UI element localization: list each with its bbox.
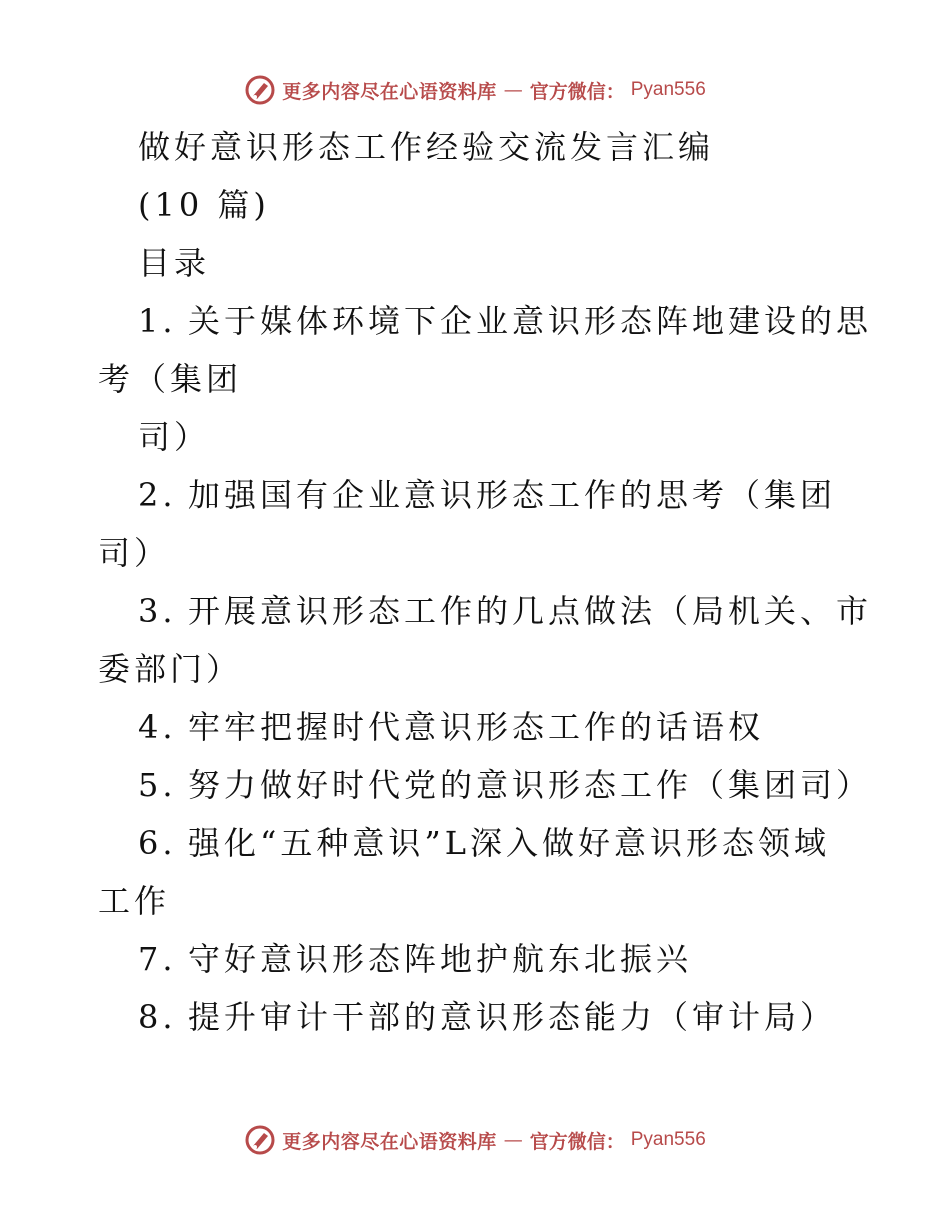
toc-item-title: 开展意识形态工作的几点做法（局机关、市 [188, 592, 873, 630]
toc-item-title: 强化“五种意识”L深入做好意识形态领域 [188, 824, 830, 862]
pen-nib-circle-icon [244, 1124, 276, 1156]
banner-wechat-id: Pyan556 [630, 1129, 706, 1150]
toc-item-title: 努力做好时代党的意识形态工作（集团司） [188, 766, 873, 804]
toc-item-number: 8. [138, 998, 177, 1036]
toc-item [98, 466, 858, 524]
toc-item-continuation: 考（集团 [98, 360, 243, 398]
banner-slogan: 更多内容尽在心语资料库 [282, 80, 497, 103]
document-body [98, 118, 873, 1046]
toc-item-title: 守好意识形态阵地护航东北振兴 [188, 940, 693, 978]
toc-item-number: 1. [138, 302, 177, 340]
toc-item-number: 4. [138, 708, 177, 746]
toc-item-number: 3. [138, 592, 177, 630]
toc-heading: 目录 [138, 244, 211, 282]
footer-banner [0, 1118, 950, 1162]
toc-item-continuation: 工作 [98, 882, 171, 920]
banner-content [244, 74, 706, 106]
toc-item [98, 988, 858, 1046]
banner-wechat-label: 官方微信： [529, 1130, 625, 1153]
toc-item-continuation: 委部门） [98, 650, 243, 688]
toc-item-number: 7. [138, 940, 177, 978]
toc-item-continuation: 司） [98, 534, 171, 572]
toc-item-title: 加强国有企业意识形态工作的思考（集团 [188, 476, 837, 514]
document-title: 做好意识形态工作经验交流发言汇编 [138, 128, 715, 166]
toc-item [98, 582, 873, 640]
toc-item-number: 6. [138, 824, 177, 862]
toc-item [98, 930, 858, 988]
toc-item-title: 牢牢把握时代意识形态工作的话语权 [188, 708, 765, 746]
toc-item-number: 5. [138, 766, 177, 804]
document-count: (10 篇) [138, 186, 270, 224]
banner-content [244, 1124, 706, 1156]
toc-item-number: 2. [138, 476, 177, 514]
toc-item [98, 756, 873, 814]
banner-slogan: 更多内容尽在心语资料库 [282, 1130, 497, 1153]
banner-dash: — [503, 79, 523, 101]
banner-wechat-label: 官方微信： [529, 80, 625, 103]
toc-item-continuation: 司） [138, 418, 211, 456]
header-banner [0, 68, 950, 112]
toc-item-title: 关于媒体环境下企业意识形态阵地建设的思 [188, 302, 873, 340]
banner-wechat-id: Pyan556 [630, 79, 706, 100]
toc-item-title: 提升审计干部的意识形态能力（审计局） [188, 998, 837, 1036]
banner-dash: — [503, 1129, 523, 1151]
pen-nib-circle-icon [244, 74, 276, 106]
toc-item [98, 814, 858, 872]
toc-item [98, 698, 858, 756]
toc-item [98, 292, 873, 350]
